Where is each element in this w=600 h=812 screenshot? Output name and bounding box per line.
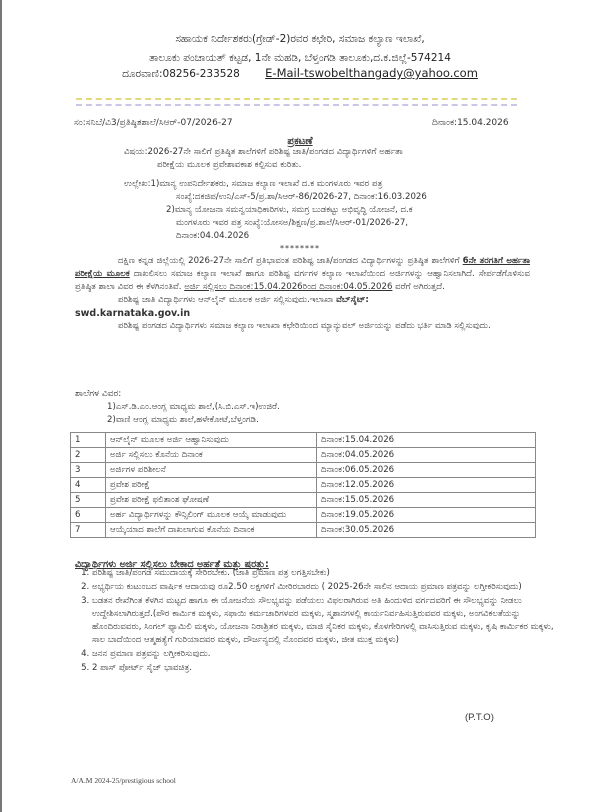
highlight-application-dates: ಅರ್ಜಿ ಸಲ್ಲಿಸಲು ದಿನಾಂಕ:15.04.2026ರಿಂದ ದಿನಾಂಕ:04.05.2026 — [184, 282, 393, 292]
schedule-row — [71, 493, 536, 508]
requirements-title: ವಿದ್ಯಾರ್ಥಿಗಳು ಅರ್ಜಿ ಸಲ್ಲಿಸಲು ಬೇಕಾದ ಅರ್ಹತೆ ಮತ್ತು ಷರತ್ತು: — [75, 559, 269, 570]
schools-title: ಶಾಲೆಗಳ ವಿವರ: — [75, 389, 122, 399]
email-link[interactable]: E-Mail-tswobelthangady@yahoo.com — [265, 66, 478, 80]
section-divider-stars: ******** — [280, 244, 320, 253]
body-text: ದಾಖಲಿಸಲು ಸಮಾಜ ಕಲ್ಯಾಣ ಇಲಾಖೆ ಹಾಗೂ ಪರಿಶಿಷ್ಟ ವರ್ಗಗಳ ಕಲ್ಯಾಣ ಇಲಾಖೆಯಿಂದ ಅರ್ಜಿಗಳನ್ನು ಆಹ್ವಾನಿಸಲಾಗಿದೆ. ಸೇರ್ಪಡೆಗೊಳಿಸುವ ಪ್ರತಿಷ್ಠಿತ ಶಾಲಾ ವಿವರ ಈ ಕೆಳಗಿನಂತಿವೆ. — [75, 269, 530, 292]
schedule-event: ಆನ್‌ಲೈನ್ ಮೂಲಕ ಅರ್ಜಿ ಆಹ್ವಾನಿಸುವುದು — [106, 433, 317, 448]
pto-note: (P.T.O) — [465, 712, 494, 723]
scan-edge — [0, 0, 2, 812]
body-paragraph-1 — [75, 255, 530, 294]
schedule-number: 5 — [71, 493, 106, 508]
schedule-date: ದಿನಾಂಕ:04.05.2026 — [317, 448, 536, 463]
reference-2: 2)ಮಾನ್ಯ ಯೋಜನಾ ಸಮನ್ವಯಾಧಿಕಾರಿಗಳು, ಸಮಗ್ರ ಬುಡಕಟ್ಟು ಅಭಿವೃದ್ಧಿ ಯೋಜನೆ, ದ.ಕ — [166, 205, 413, 215]
footer-code: A/A.M 2024-25/prestigious school — [71, 776, 176, 785]
schedule-date: ದಿನಾಂಕ:06.05.2026 — [317, 463, 536, 478]
website-label: ವೆಬ್‌ಸೈಟ್: — [336, 295, 369, 305]
schedule-number: 3 — [71, 463, 106, 478]
letterhead-contact — [0, 66, 600, 81]
reference-2-detail: ಮಂಗಳೂರು ಇವರ ಪತ್ರ ಸಂಖ್ಯೆ:ಯೋಸಅ/ಶಿಕ್ಷಣ/ಪ್ರ.ಶಾಲೆ/ಸಿಆರ್-01/2026-27, — [176, 218, 409, 228]
school-item: 2)ವಾಣಿ ಆಂಗ್ಲ ಮಾಧ್ಯಮ ಶಾಲೆ,ಹಳೇಕೋಟೆ,ಬೆಳ್ತಂಗಡಿ. — [107, 415, 259, 425]
notice-title: ಪ್ರಕಟಣೆ — [287, 136, 313, 147]
schedule-row — [71, 448, 536, 463]
schedule-row — [71, 478, 536, 493]
highlight-class-exam: 6ನೇ ತರಗತಿಗೆ ಅರ್ಹತಾ ಪರೀಕ್ಷೆಯ ಮೂಲಕ — [75, 256, 530, 279]
schedule-date: ದಿನಾಂಕ:12.05.2026 — [317, 478, 536, 493]
letterhead-office: ಸಹಾಯಕ ನಿರ್ದೇಶಕರು(ಗ್ರೇಡ್-2)ರವರ ಕಛೇರಿ, ಸಮಾಜ ಕಲ್ಯಾಣ ಇಲಾಖೆ, — [175, 33, 425, 45]
schedule-number: 7 — [71, 523, 106, 538]
schedule-event: ಪ್ರವೇಶ ಪರೀಕ್ಷೆ ಫಲಿತಾಂಶ ಘೋಷಣೆ — [106, 493, 317, 508]
schedule-number: 6 — [71, 508, 106, 523]
schedule-row — [71, 523, 536, 538]
requirement-item: 5. 2 ಪಾಸ್ ಪೋರ್ಟ್ ಸೈಜ್ ಭಾವಚಿತ್ರ. — [92, 662, 554, 675]
schedule-event: ಪ್ರವೇಶ ಪರೀಕ್ಷೆ — [106, 478, 317, 493]
schedule-number: 4 — [71, 478, 106, 493]
schedule-event: ಅರ್ಜಿ ಸಲ್ಲಿಸಲು ಕೊನೆಯ ದಿನಾಂಕ — [106, 448, 317, 463]
letterhead-divider — [76, 98, 517, 106]
body-text: ವರೆಗೆ ಅಗಿರುತ್ತದೆ. — [392, 282, 445, 292]
requirements-list — [72, 566, 554, 675]
body-paragraph-3: ಪರಿಶಿಷ್ಟ ಪಂಗಡದ ವಿದ್ಯಾರ್ಥಿಗಳು ಸಮಾಜ ಕಲ್ಯಾಣ ಇಲಾಖಾ ಕಛೇರಿಯಿಂದ ಮ್ಯಾನ್ಯುವಲ್ ಅರ್ಜಿಯನ್ನು ಪಡೆದು ಭರ್ತಿ ಮಾಡಿ ಸಲ್ಲಿಸುವುದು. — [118, 321, 491, 331]
schedule-number: 2 — [71, 448, 106, 463]
body-text: ಪರಿಶಿಷ್ಟ ಜಾತಿ ವಿದ್ಯಾರ್ಥಿಗಳು ಆನ್‌ಲೈನ್ ಮೂಲಕ ಅರ್ಜಿ ಸಲ್ಲಿಸುವುದು.ಇಲಾಖಾ — [118, 295, 337, 305]
subject-line-2: ಪರೀಕ್ಷೆಯ ಮೂಲಕ ಪ್ರವೇಶಾವಕಾಶ ಕಲ್ಪಿಸುವ ಕುರಿತು. — [157, 160, 302, 170]
notice-body — [75, 255, 530, 333]
schedule-table — [70, 432, 536, 538]
schools-list — [107, 401, 280, 427]
subject-line-1: ವಿಷಯ:2026-27ನೇ ಸಾಲಿಗೆ ಪ್ರತಿಷ್ಠಿತ ಶಾಲೆಗಳಿಗೆ ಪರಿಶಿಷ್ಟ ಜಾತಿ/ಪಂಗಡದ ವಿದ್ಯಾರ್ಥಿಗಳಿಗೆ ಅರ್ಹತಾ — [124, 147, 403, 157]
schedule-event: ಆಯ್ಕೆಯಾದ ಶಾಲೆಗೆ ದಾಖಲಾಗುವ ಕೊನೆಯ ದಿನಾಂಕ — [106, 523, 317, 538]
phone-number: ದೂರವಾಣಿ:08256-233528 — [122, 68, 240, 80]
reference-number: ಸಂ:ಸನಿಬೆ/ವಿ3/ಪ್ರತಿಷ್ಠಿತಶಾಲೆ/ಸಿಆರ್-07/2026-27 — [74, 118, 233, 128]
schedule-row — [71, 433, 536, 448]
requirement-item: 1. ಪರಿಶಿಷ್ಟ ಜಾತಿ/ಪಂಗಡ ಸಮುದಾಯಕ್ಕೆ ಸೇರಿರಬೇಕು. (ಜಾತಿ ಪ್ರಮಾಣ ಪತ್ರ ಲಗತ್ತಿಸಬೇಕು) — [92, 567, 554, 580]
reference-1-detail: ಸಂಖ್ಯೆ:ದಕಜಿಪ/ಉನಿ/ಎಸ್-5/ಪ್ರ.ಶಾ/ಸಿಆರ್-86/2026-27, ದಿನಾಂಕ:16.03.2026 — [176, 192, 427, 202]
schedule-row — [71, 463, 536, 478]
schedule-event: ಅರ್ಜಿಗಳ ಪರಿಶೀಲನೆ — [106, 463, 317, 478]
schedule-date: ದಿನಾಂಕ:15.04.2026 — [317, 433, 536, 448]
body-paragraph-2 — [75, 294, 530, 307]
schedule-row — [71, 508, 536, 523]
reference-1: ಉಲ್ಲೇಖ:1)ಮಾನ್ಯ ಉಪನಿರ್ದೇಶಕರು, ಸಮಾಜ ಕಲ್ಯಾಣ ಇಲಾಖೆ ದ.ಕ ಮಂಗಳೂರು ಇವರ ಪತ್ರ — [124, 179, 383, 189]
schedule-date: ದಿನಾಂಕ:15.05.2026 — [317, 493, 536, 508]
reference-2-date: ದಿನಾಂಕ:04.04.2026 — [176, 231, 250, 241]
schedule-date: ದಿನಾಂಕ:19.05.2026 — [317, 508, 536, 523]
schedule-number: 1 — [71, 433, 106, 448]
website-link[interactable]: swd.karnataka.gov.in — [75, 308, 191, 319]
schedule-date: ದಿನಾಂಕ:30.05.2026 — [317, 523, 536, 538]
requirement-item: 4. ಜನನ ಪ್ರಮಾಣ ಪತ್ರವನ್ನು ಲಗ್ತೀಕರಿಸುವುದು. — [92, 648, 554, 661]
school-item: 1)ಎಸ್.ಡಿ.ಎಂ.ಆಂಗ್ಲ ಮಾಧ್ಯಮ ಶಾಲೆ,(ಸಿ.ಬಿ.ಎಸ್.ಇ)ಉಜಿರೆ. — [107, 402, 280, 412]
subject — [124, 146, 544, 172]
requirement-item: 3. ಬಡತನ ರೇಖೆಗಿಂತ ಕೆಳಗಿನ ಮಟ್ಟದ ಹಾಗೂ ಈ ಯೋಜನೆಯ ಸೌಲಭ್ಯವನ್ನು ಪಡೆಯಲು ವಿಫಲರಾಗಿರುವ ಅತಿ ಹಿಂದುಳಿದ ವರ್ಗದವರಿಗೆ ಈ ಸೌಲಭ್ಯವನ್ನು ನೀಡಲು ಉದ್ದೇಶಿಸಲಾಗಿರುತ್ತದೆ.(ಪೌರ ಕಾರ್ಮಿಕ ಮಕ್ಕಳು, ಸಫಾಯಿ ಕರ್ಮಚಾರಿಗಳವರ ಮಕ್ಕಳು, ಸ್ಮಶಾನಗಳಲ್ಲಿ ಕಾರ್ಯನಿರ್ವಹಿಸುತ್ತಿರುವವರ ಮಕ್ಕಳು, ಅಂಗವಿಕಲತೆಯನ್ನು ಹೊಂದಿರುವವರು, ಸಿಂಗಲ್ ಫ್ಯಾಮಿಲಿ ಮಕ್ಕಳು, ಯೋಜನಾ ನಿರಾಶ್ರಿತರ ಮಕ್ಕಳು, ಮಾಜಿ ಸೈನಿಕರ ಮಕ್ಕಳು, ಕೊಳಗೇರಿಗಳಲ್ಲಿ ವಾಸಿಸುತ್ತಿರುವ ಮಕ್ಕಳು, ಕೃಷಿ ಕಾರ್ಮಿಕರ ಮಕ್ಕಳು, ಸಾಲ ಬಾದೆಯಿಂದ ಆತ್ಮಹತ್ಯೆಗೆ ಗುರಿಯಾದವರ ಮಕ್ಕಳು, ದೌರ್ಜನ್ಯದಲ್ಲಿ ನೊಂದವರ ಮಕ್ಕಳು, ಜೀತ ಮುಕ್ತ ಮಕ್ಕಳು) — [92, 595, 554, 647]
references — [124, 178, 544, 243]
letterhead-address: ತಾಲೂಕು ಪಂಚಾಯತ್ ಕಟ್ಟಡ, 1ನೇ ಮಹಡಿ, ಬೆಳ್ತಂಗಡಿ ತಾಲೂಕು,ದ.ಕ.ಜಿಲ್ಲೆ-574214 — [149, 52, 451, 64]
requirement-item: 2. ಅಭ್ಯರ್ಥಿಯ ಕುಟುಂಬದ ವಾರ್ಷಿಕ ಆದಾಯವು ರೂ2.50 ಲಕ್ಷಗಳಿಗೆ ಮೀರಿರಬಾರದು ( 2025-26ನೇ ಸಾಲಿನ ಆದಾಯ ಪ್ರಮಾಣ ಪತ್ರವನ್ನು ಲಗ್ತೀಕರಿಸುವುದು) — [92, 581, 554, 594]
body-text: ದಕ್ಷಿಣ ಕನ್ನಡ ಜಿಲ್ಲೆಯಲ್ಲಿ 2026-27ನೇ ಸಾಲಿಗೆ ಪ್ರತಿಭಾವಂತ ಪರಿಶಿಷ್ಟ ಜಾತಿ/ಪಂಗಡದ ವಿದ್ಯಾರ್ಥಿಗಳನ್ನು ಪ್ರತಿಷ್ಠಿತ ಶಾಲೆಗಳಿಗೆ — [118, 256, 463, 266]
schedule-event: ಅರ್ಹ ವಿದ್ಯಾರ್ಥಿಗಳನ್ನು ಕೌನ್ಸಿಲಿಂಗ್ ಮೂಲಕ ಆಯ್ಕೆ ಮಾಡುವುದು — [106, 508, 317, 523]
notice-date: ದಿನಾಂಕ:15.04.2026 — [432, 118, 509, 128]
